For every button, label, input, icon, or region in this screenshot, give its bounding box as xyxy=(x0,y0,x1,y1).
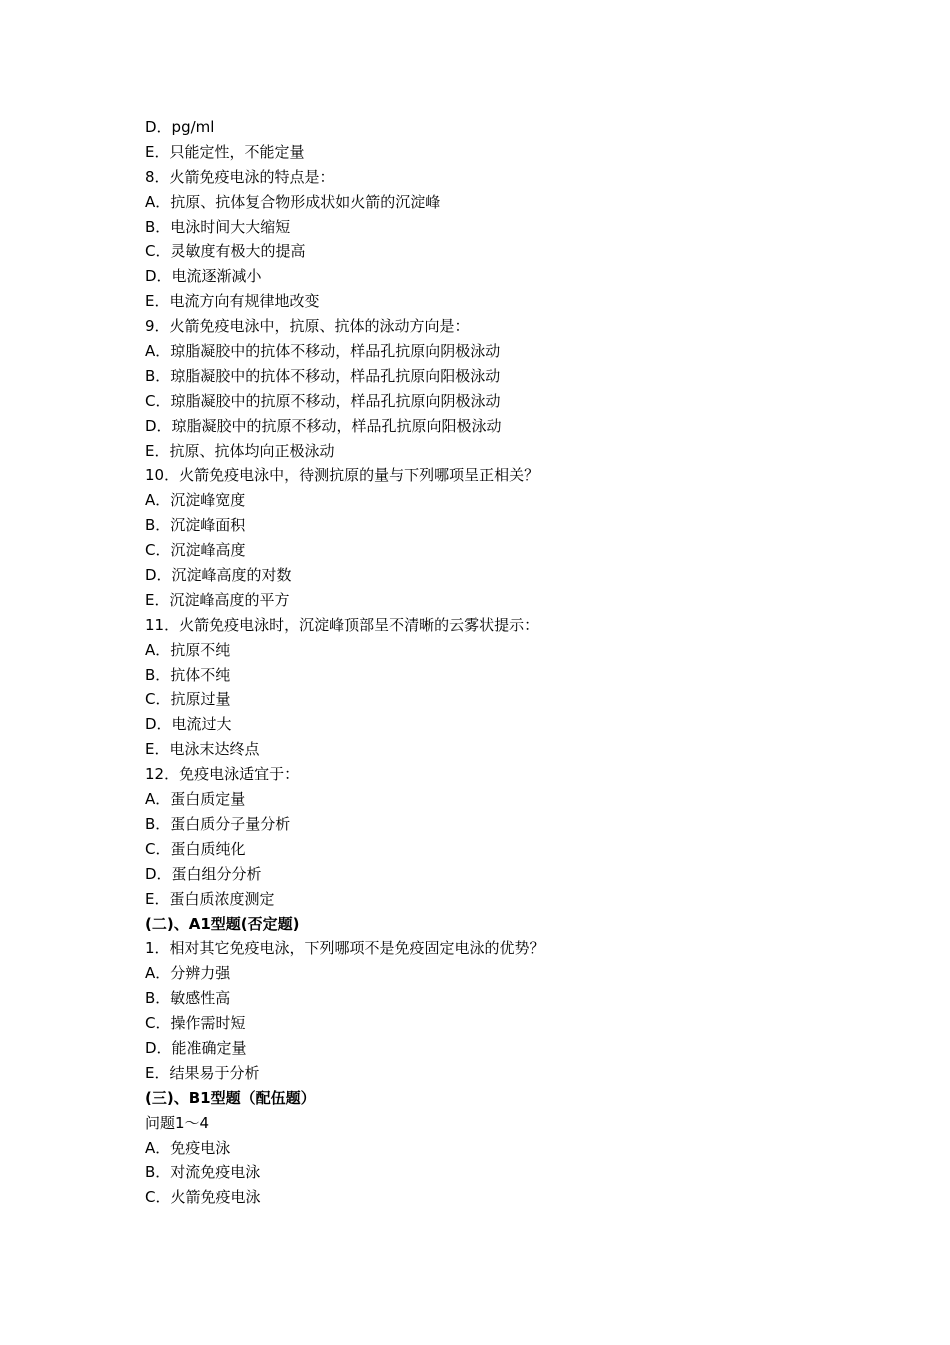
text-line: 9．火箭免疫电泳中，抗原、抗体的泳动方向是： xyxy=(145,317,470,336)
text-line: A．分辨力强 xyxy=(145,964,231,983)
text-line: E．结果易于分析 xyxy=(145,1063,260,1082)
text-line: 10．火箭免疫电泳中，待测抗原的量与下列哪项呈正相关？ xyxy=(145,466,540,485)
text-line: D．能准确定量 xyxy=(145,1038,247,1057)
text-line: B．琼脂凝胶中的抗体不移动，样品孔抗原向阳极泳动 xyxy=(145,366,501,385)
text-line: B．蛋白质分子量分析 xyxy=(145,814,291,833)
text-line: D．电流过大 xyxy=(145,715,232,734)
text-line: A．抗原不纯 xyxy=(145,640,231,659)
text-line: A．抗原、抗体复合物形成状如火箭的沉淀峰 xyxy=(145,192,441,211)
text-line: B．对流免疫电泳 xyxy=(145,1163,261,1182)
text-line: E．沉淀峰高度的平方 xyxy=(145,590,290,609)
text-line: C．抗原过量 xyxy=(145,690,231,709)
text-line: D．琼脂凝胶中的抗原不移动，样品孔抗原向阳极泳动 xyxy=(145,416,502,435)
text-line: B．沉淀峰面积 xyxy=(145,516,246,535)
document-page xyxy=(145,115,845,1210)
text-line: C．蛋白质纯化 xyxy=(145,839,246,858)
text-line: 12．免疫电泳适宜于： xyxy=(145,765,300,784)
text-line: B．抗体不纯 xyxy=(145,665,231,684)
text-line: C．火箭免疫电泳 xyxy=(145,1188,261,1207)
text-line: 1．相对其它免疫电泳，下列哪项不是免疫固定电泳的优势？ xyxy=(145,939,545,958)
text-line: E．抗原、抗体均向正极泳动 xyxy=(145,441,335,460)
text-line: E．电泳末达终点 xyxy=(145,740,260,759)
text-line: 8．火箭免疫电泳的特点是： xyxy=(145,167,335,186)
text-line: B．敏感性高 xyxy=(145,989,231,1008)
text-line: A．蛋白质定量 xyxy=(145,790,246,809)
section-heading: (二)、A1型题(否定题) xyxy=(145,914,300,933)
text-line: E．蛋白质浓度测定 xyxy=(145,889,275,908)
text-line: C．操作需时短 xyxy=(145,1014,246,1033)
text-line: B．电泳时间大大缩短 xyxy=(145,217,291,236)
text-line: C．沉淀峰高度 xyxy=(145,541,246,560)
text-line: A．沉淀峰宽度 xyxy=(145,491,246,510)
text-line: D．蛋白组分分析 xyxy=(145,864,262,883)
text-line: E．电流方向有规律地改变 xyxy=(145,292,320,311)
text-line: 11．火箭免疫电泳时，沉淀峰顶部呈不清晰的云雾状提示： xyxy=(145,615,540,634)
text-line: C．灵敏度有极大的提高 xyxy=(145,242,306,261)
text-line: A．琼脂凝胶中的抗体不移动，样品孔抗原向阴极泳动 xyxy=(145,342,501,361)
text-line: D．pg/ml xyxy=(145,118,215,136)
text-line: D．沉淀峰高度的对数 xyxy=(145,566,292,585)
text-line: D．电流逐渐减小 xyxy=(145,267,262,286)
text-line: 问题1～4 xyxy=(145,1113,210,1132)
text-line: A．免疫电泳 xyxy=(145,1138,231,1157)
text-line: E．只能定性，不能定量 xyxy=(145,142,305,161)
section-heading: (三)、B1型题（配伍题） xyxy=(145,1088,316,1107)
text-line: C．琼脂凝胶中的抗原不移动，样品孔抗原向阴极泳动 xyxy=(145,391,501,410)
